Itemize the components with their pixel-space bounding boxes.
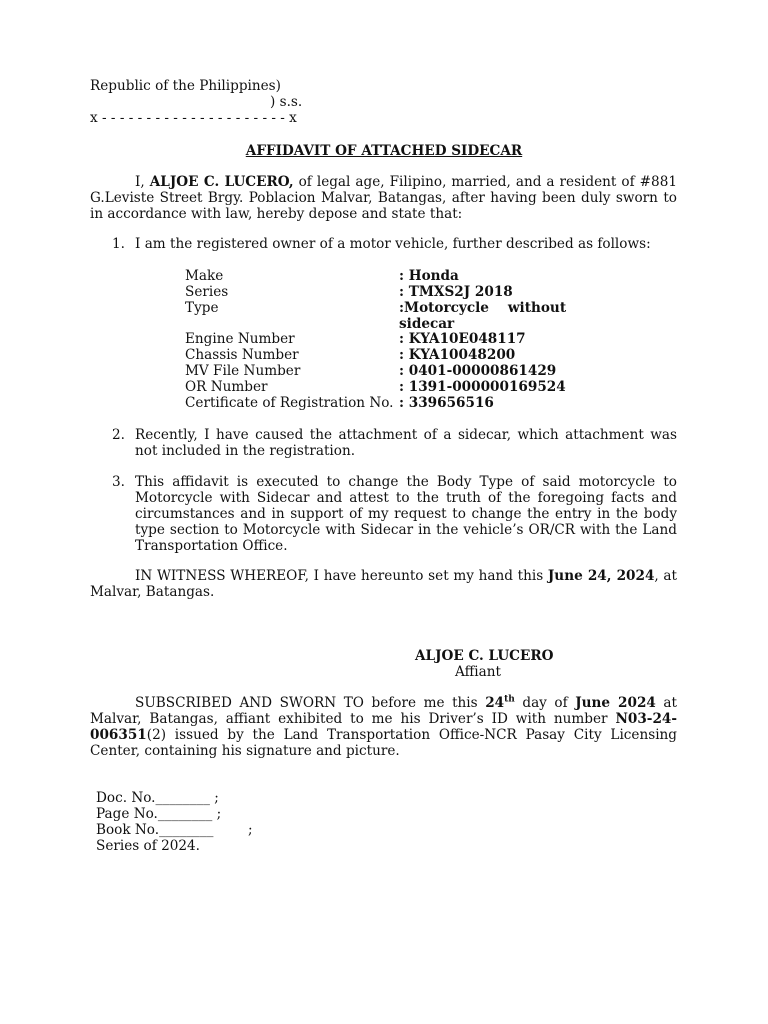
engine-value: : KYA10E048117 <box>399 331 526 347</box>
affiant-name-inline: ALJOE C. LUCERO, <box>149 174 294 190</box>
make-label: Make <box>185 268 224 284</box>
or-label: OR Number <box>185 379 268 395</box>
jurat-day: 24 <box>485 695 505 711</box>
jurat-text-start: SUBSCRIBED AND SWORN TO before me this <box>135 695 486 711</box>
caption-ss: ) s.s. <box>270 94 303 110</box>
make-value: : Honda <box>399 268 459 284</box>
mvfile-value: : 0401-00000861429 <box>399 363 557 379</box>
item-1-text: I am the registered owner of a motor vehicle, further described as follows: <box>135 236 651 252</box>
book-number-semicolon: ; <box>248 822 253 838</box>
series-line: Series of 2024. <box>96 838 200 854</box>
affiant-name: ALJOE C. LUCERO <box>415 648 554 664</box>
intro-text-rest: of legal age, Filipino, married, and a resident of #881 G.Leviste Street Brgy. Poblacion Malvar, Batangas, after having been duly sworn to in accordance with law, hereby depose and state that: <box>90 174 677 222</box>
type-label: Type <box>185 300 219 316</box>
doc-number-line: Doc. No.________ ; <box>96 790 219 806</box>
jurat-day-suffix: th <box>504 694 515 705</box>
chassis-value: : KYA10048200 <box>399 347 516 363</box>
caption-separator: x - - - - - - - - - - - - - - - - - - - - - x <box>90 110 297 126</box>
cr-label: Certificate of Registration No. <box>185 395 394 411</box>
mvfile-label: MV File Number <box>185 363 301 379</box>
item-2-text: Recently, I have caused the attachment of a sidecar, which attachment was not included in the registration. <box>135 427 677 459</box>
jurat-text-day-of: day of <box>514 695 576 711</box>
series-value: : TMXS2J 2018 <box>399 284 513 300</box>
type-value-line1: :Motorcycle without <box>399 300 567 316</box>
witness-date: June 24, 2024 <box>547 568 655 584</box>
jurat-id-number: N03-24-006351 <box>90 711 677 743</box>
item-2-number: 2. <box>112 427 125 443</box>
witness-text-start: IN WITNESS WHEREOF, I have hereunto set my hand this <box>135 568 548 584</box>
page-number-line: Page No.________ ; <box>96 806 222 822</box>
witness-paragraph <box>90 568 677 600</box>
jurat-month: June 2024 <box>575 695 656 711</box>
or-value: : 1391-000000169524 <box>399 379 566 395</box>
book-number-line: Book No.________ <box>96 822 214 838</box>
type-value-line2: sidecar <box>399 316 455 332</box>
jurat-text-end: (2) issued by the Land Transportation Office-NCR Pasay City Licensing Center, containing his signature and picture. <box>90 727 677 759</box>
item-3-text: This affidavit is executed to change the Body Type of said motorcycle to Motorcycle with Sidecar and attest to the truth of the foregoing facts and circumstances and in support of my request to change the entry in the body type section to Motorcycle with Sidecar in the vehicle’s OR/CR with the Land Transportation Office. <box>135 474 677 554</box>
item-3-number: 3. <box>112 474 125 490</box>
caption-republic: Republic of the Philippines) <box>90 78 281 94</box>
jurat-text-middle: at Malvar, Batangas, affiant exhibited to me his Driver’s ID with number <box>90 695 677 727</box>
document-title: AFFIDAVIT OF ATTACHED SIDECAR <box>245 143 523 159</box>
witness-text-end: , at Malvar, Batangas. <box>90 568 678 600</box>
intro-text-start: I, <box>135 174 150 190</box>
chassis-label: Chassis Number <box>185 347 299 363</box>
intro-paragraph <box>90 174 677 222</box>
cr-value: : 339656516 <box>399 395 494 411</box>
jurat-paragraph <box>90 695 677 759</box>
item-1-number: 1. <box>112 236 125 252</box>
affiant-role: Affiant <box>455 664 501 680</box>
engine-label: Engine Number <box>185 331 295 347</box>
series-label: Series <box>185 284 229 300</box>
